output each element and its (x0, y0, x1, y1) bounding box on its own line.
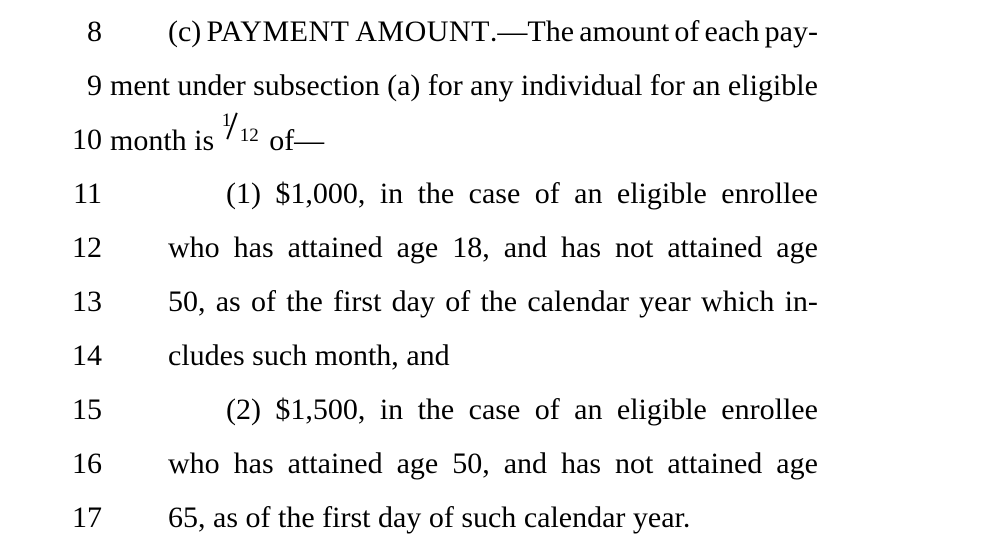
word: under (177, 69, 246, 102)
word: first (322, 501, 371, 534)
word: has (561, 447, 601, 480)
word: of (534, 393, 560, 426)
word: is (194, 124, 215, 157)
word: as (215, 285, 241, 318)
line-text-11 (168, 174, 818, 214)
word: not (614, 447, 654, 480)
word: not (614, 231, 654, 264)
word: who (168, 447, 220, 480)
line-number-17: 17 (72, 501, 102, 534)
fraction-numerator: 1 (221, 110, 232, 131)
word: ment (110, 69, 170, 102)
bill-line (0, 444, 991, 498)
word: the (480, 285, 518, 318)
word: 65, (168, 501, 206, 534)
word: and (503, 447, 548, 480)
word: (2) (226, 393, 261, 426)
word: (a) (387, 69, 421, 102)
word: of (245, 501, 271, 534)
word: day (391, 285, 435, 318)
word: month, (314, 339, 399, 372)
line-text-14 (168, 336, 818, 376)
line-number-11: 11 (73, 177, 102, 210)
bill-line (0, 228, 991, 282)
subsection-heading-smallcaps: PAYMENT AMOUNT (206, 15, 490, 48)
word: attained (667, 447, 763, 480)
word: has (233, 231, 274, 264)
word: such (461, 501, 517, 534)
word: 18, (452, 231, 490, 264)
word: has (561, 231, 601, 264)
word: and (503, 231, 548, 264)
fraction-denominator: 12 (239, 125, 259, 146)
word: enrollee (721, 177, 818, 210)
word: of (250, 285, 276, 318)
line-text-13 (168, 282, 818, 322)
word: cludes (168, 339, 245, 372)
word: has (233, 447, 274, 480)
word: attained (287, 447, 383, 480)
word: of (674, 15, 700, 48)
line-number-16: 16 (72, 447, 102, 480)
word: the (417, 177, 455, 210)
line-number-9: 9 (87, 69, 102, 102)
word: enrollee (721, 393, 818, 426)
word: year (639, 285, 691, 318)
bill-line (0, 282, 991, 336)
line-number-15: 15 (72, 393, 102, 426)
word: (1) (226, 177, 261, 210)
word: an (574, 177, 603, 210)
word: 50, (452, 447, 490, 480)
line-text-16 (168, 444, 818, 484)
line-text-9 (110, 66, 818, 106)
line-number-12: 12 (72, 231, 102, 264)
word: as (213, 501, 238, 534)
word: of (428, 501, 454, 534)
bill-line (0, 336, 991, 390)
word: any (470, 69, 514, 102)
word: $1,500, (275, 393, 366, 426)
word: pay- (764, 15, 818, 48)
word: who (168, 231, 220, 264)
word: 50, (168, 285, 206, 318)
word: an (574, 393, 603, 426)
word: attained (287, 231, 383, 264)
word: an (692, 69, 721, 102)
line-text-15 (168, 390, 818, 430)
word: calendar (523, 501, 626, 534)
word: the (286, 285, 323, 318)
word: amount (579, 15, 670, 48)
word: in (379, 393, 404, 426)
word: eligible (616, 177, 707, 210)
word: eligible (727, 69, 818, 102)
word: in (379, 177, 404, 210)
word: age (776, 231, 818, 264)
word: age (396, 447, 439, 480)
word: case (468, 393, 521, 426)
subsection-heading (206, 12, 574, 52)
word: and (406, 339, 450, 372)
word: the (278, 501, 315, 534)
word: age (776, 447, 818, 480)
word: for (427, 69, 463, 102)
bill-line (0, 66, 991, 120)
bill-line (0, 498, 991, 552)
word: which (701, 285, 775, 318)
word: attained (667, 231, 763, 264)
word: in- (784, 285, 818, 318)
word: day (377, 501, 422, 534)
word: year. (632, 501, 691, 534)
word: each (704, 15, 760, 48)
word: for (649, 69, 685, 102)
line-text-12 (168, 228, 818, 268)
bill-line (0, 390, 991, 444)
word: eligible (616, 393, 707, 426)
subsection-heading-tail: .—The (489, 15, 575, 48)
word: age (396, 231, 439, 264)
word: of (445, 285, 471, 318)
word: case (468, 177, 521, 210)
word: individual (520, 69, 643, 102)
bill-line (0, 174, 991, 228)
word: subsection (253, 69, 380, 102)
line-number-13: 13 (72, 285, 102, 318)
word: (c) (168, 15, 202, 48)
word: month (110, 124, 187, 157)
line-text-17 (168, 498, 818, 538)
word: $1,000, (275, 177, 366, 210)
word: of— (269, 124, 325, 157)
fraction-one-twelfth (221, 110, 262, 157)
line-number-10: 10 (72, 123, 102, 156)
line-number-14: 14 (72, 339, 102, 372)
word: the (417, 393, 455, 426)
bill-line (0, 110, 991, 174)
line-text-8 (110, 12, 818, 52)
word: such (252, 339, 308, 372)
word: calendar (527, 285, 629, 318)
word: of (534, 177, 560, 210)
word: first (333, 285, 382, 318)
line-text-10 (110, 110, 818, 161)
bill-line (0, 12, 991, 66)
line-number-8: 8 (87, 15, 102, 48)
